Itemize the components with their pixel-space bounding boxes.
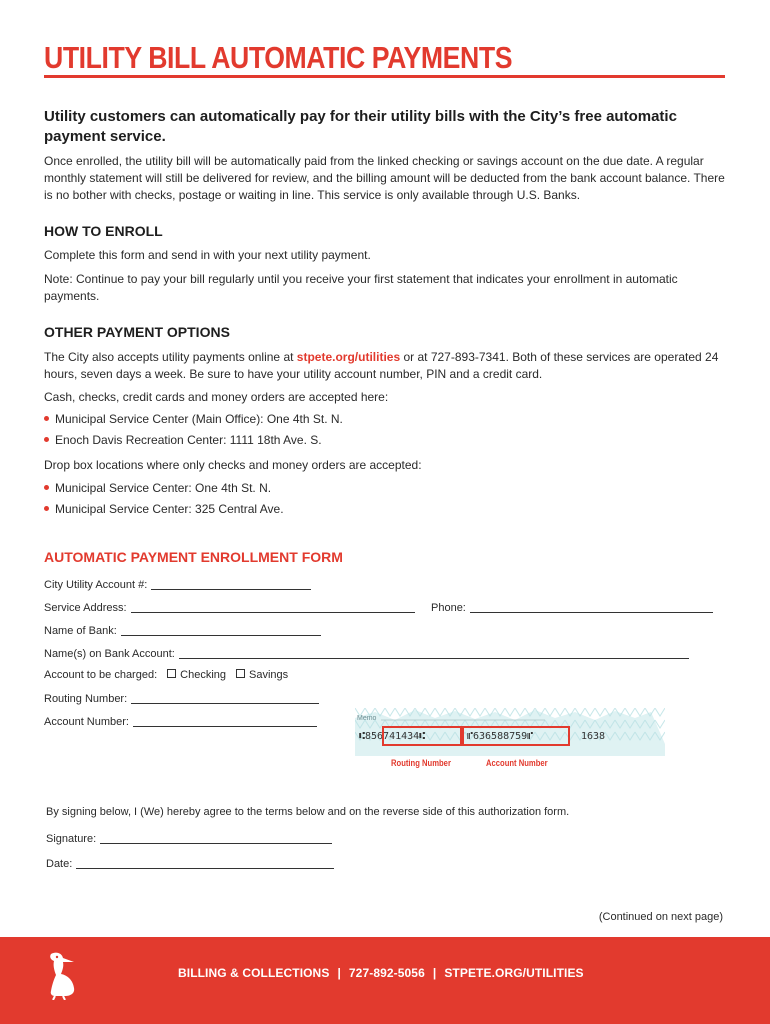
bank-name-label: Name of Bank: [44,625,117,637]
list-item [44,501,284,518]
account-type-label: Account to be charged: [44,669,158,681]
footer-separator: | [432,966,437,980]
footer-phone: 727-892-5056 [348,966,425,980]
title-divider [44,75,725,78]
date-label: Date: [46,858,73,870]
pelican-logo-icon [43,950,83,1000]
list-item [44,480,271,497]
list-item [44,432,322,449]
footer-department: BILLING & COLLECTIONS [178,966,330,980]
bullet-icon [44,437,49,442]
online-text-end: or at 727-893-7341. Both of these services are operated 24 hours, seven days a week. Be sure to have your utility account number, PIN and a credit card. [44,350,719,381]
check-routing-caption: Routing Number [391,758,451,768]
routing-number-field [44,692,319,705]
phone-label: Phone: [431,602,466,614]
phone-input[interactable] [470,601,713,613]
checking-checkbox[interactable] [167,669,176,678]
signature-label: Signature: [46,833,97,845]
phone-field [431,601,713,614]
enrollment-form-heading: AUTOMATIC PAYMENT ENROLLMENT FORM [44,549,343,565]
online-payment-text [44,349,734,383]
enroll-instruction: Complete this form and send in with your next utility payment. [44,248,371,262]
online-text-start: The City also accepts utility payments online at [44,350,297,364]
date-field [46,857,334,870]
footer-separator: | [337,966,341,980]
utilities-link[interactable]: stpete.org/utilities [296,350,401,364]
other-payment-options-heading: OTHER PAYMENT OPTIONS [44,324,230,340]
footer-contact [178,966,584,980]
account-number-field [44,715,317,728]
check-memo-text: Memo [357,715,377,722]
bullet-icon [44,416,49,421]
how-to-enroll-heading: HOW TO ENROLL [44,223,163,239]
account-holder-names-field [44,647,689,660]
account-number-input[interactable] [133,715,317,727]
utility-account-field [44,578,311,591]
list-item [44,411,343,428]
utility-account-input[interactable] [151,578,311,590]
service-address-input[interactable] [131,601,415,613]
location-text: Municipal Service Center (Main Office): One 4th St. N. [55,412,343,426]
bullet-icon [44,506,49,511]
signature-field [46,832,332,845]
routing-number-label: Routing Number: [44,693,128,705]
signature-input[interactable] [100,832,332,844]
date-input[interactable] [76,857,334,869]
cash-locations-intro: Cash, checks, credit cards and money orders are accepted here: [44,390,389,404]
location-text: Enoch Davis Recreation Center: 1111 18th Ave. S. [55,433,322,447]
account-type-field [44,669,288,681]
intro-body: Once enrolled, the utility bill will be automatically paid from the linked checking or savings account on the due date. A regular monthly statement will still be delivered for review, and the billing amount will be deducted from the bank account balance. There is no bother with checks, postage or waiting in line. This service is only available through U.S. Banks. [44,154,725,202]
location-text: Municipal Service Center: One 4th St. N. [55,481,272,495]
dropbox-intro: Drop box locations where only checks and money orders are accepted: [44,458,422,472]
routing-number-input[interactable] [131,692,319,704]
account-holder-names-label: Name(s) on Bank Account: [44,648,175,660]
footer-url[interactable]: STPETE.ORG/UTILITIES [444,966,584,980]
sample-check-image [355,708,665,756]
location-text: Municipal Service Center: 325 Central Ave. [55,502,284,516]
bullet-icon [44,485,49,490]
continued-note: (Continued on next page) [598,911,723,923]
utility-account-label: City Utility Account #: [44,579,148,591]
check-account-caption: Account Number [486,758,548,768]
page-title: UTILITY BILL AUTOMATIC PAYMENTS [44,40,513,75]
enroll-note: Note: Continue to pay your bill regularly until you receive your first statement that indicates your enrollment in automatic payments. [44,272,678,303]
check-micr-number: 1638 [581,731,606,742]
check-micr-account: ⑈636588759⑈ [467,731,534,742]
check-micr-routing: ⑆856741434⑆ [359,731,426,742]
checking-label: Checking [180,669,226,681]
bank-name-input[interactable] [121,624,321,636]
agreement-text: By signing below, I (We) hereby agree to the terms below and on the reverse side of this authorization form. [46,806,570,818]
savings-checkbox[interactable] [236,669,245,678]
savings-label: Savings [249,669,289,681]
intro-lead: Utility customers can automatically pay for their utility bills with the City’s free automatic payment service. [44,108,677,145]
bank-name-field [44,624,321,637]
footer-bar [0,937,770,1024]
account-number-label: Account Number: [44,716,129,728]
account-holder-names-input[interactable] [179,647,689,659]
service-address-label: Service Address: [44,602,127,614]
service-address-field [44,601,415,614]
